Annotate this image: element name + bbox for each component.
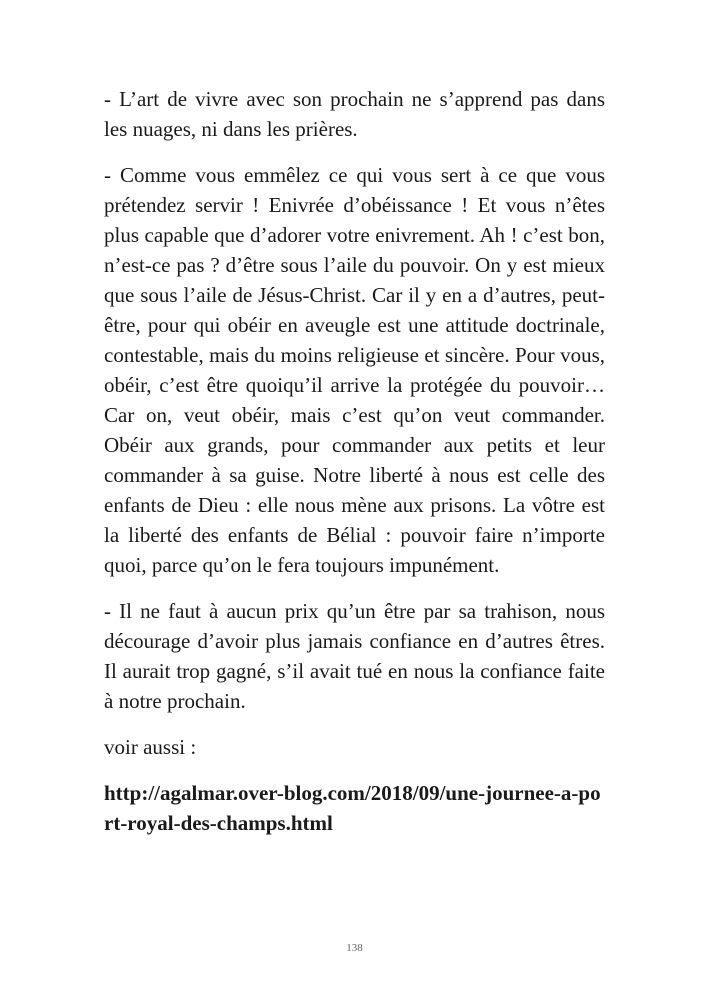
paragraph-3: - Il ne faut à aucun prix qu’un être par sa trahison, nous décourage d’avoir plus jamais confiance en d’autres êtres. Il aurait trop gagné, s’il avait tué en nous la confiance faite à notre prochain. bbox=[104, 599, 605, 713]
see-also-label: voir aussi : bbox=[104, 735, 197, 759]
body-text bbox=[104, 84, 605, 838]
paragraph-1: - L’art de vivre avec son prochain ne s’apprend pas dans les nuages, ni dans les prières. bbox=[104, 87, 605, 141]
see-also-link[interactable]: http://agalmar.over-blog.com/2018/09/une-journee-a-port-royal-des-champs.html bbox=[104, 781, 601, 835]
paragraph-2: - Comme vous emmêlez ce qui vous sert à ce que vous prétendez servir ! Enivrée d’obéissance ! Et vous n’êtes plus capable que d’adorer votre enivrement. Ah ! c’est bon, n’est-ce pas ? d’être sous l’aile du pouvoir. On y est mieux que sous l’aile de Jésus-Christ. Car il y en a d’autres, peut-être, pour qui obéir en aveugle est une attitude doctrinale, contestable, mais du moins religieuse et sincère. Pour vous, obéir, c’est être quoiqu’il arrive la protégée du pouvoir… Car on, veut obéir, mais c’est qu’on veut commander. Obéir aux grands, pour commander aux petits et leur commander à sa guise. Notre liberté à nous est celle des enfants de Dieu : elle nous mène aux prisons. La vôtre est la liberté des enfants de Bélial : pouvoir faire n’importe quoi, parce qu’on le fera toujours impunément. bbox=[104, 163, 605, 577]
page-number: 138 bbox=[346, 942, 363, 954]
